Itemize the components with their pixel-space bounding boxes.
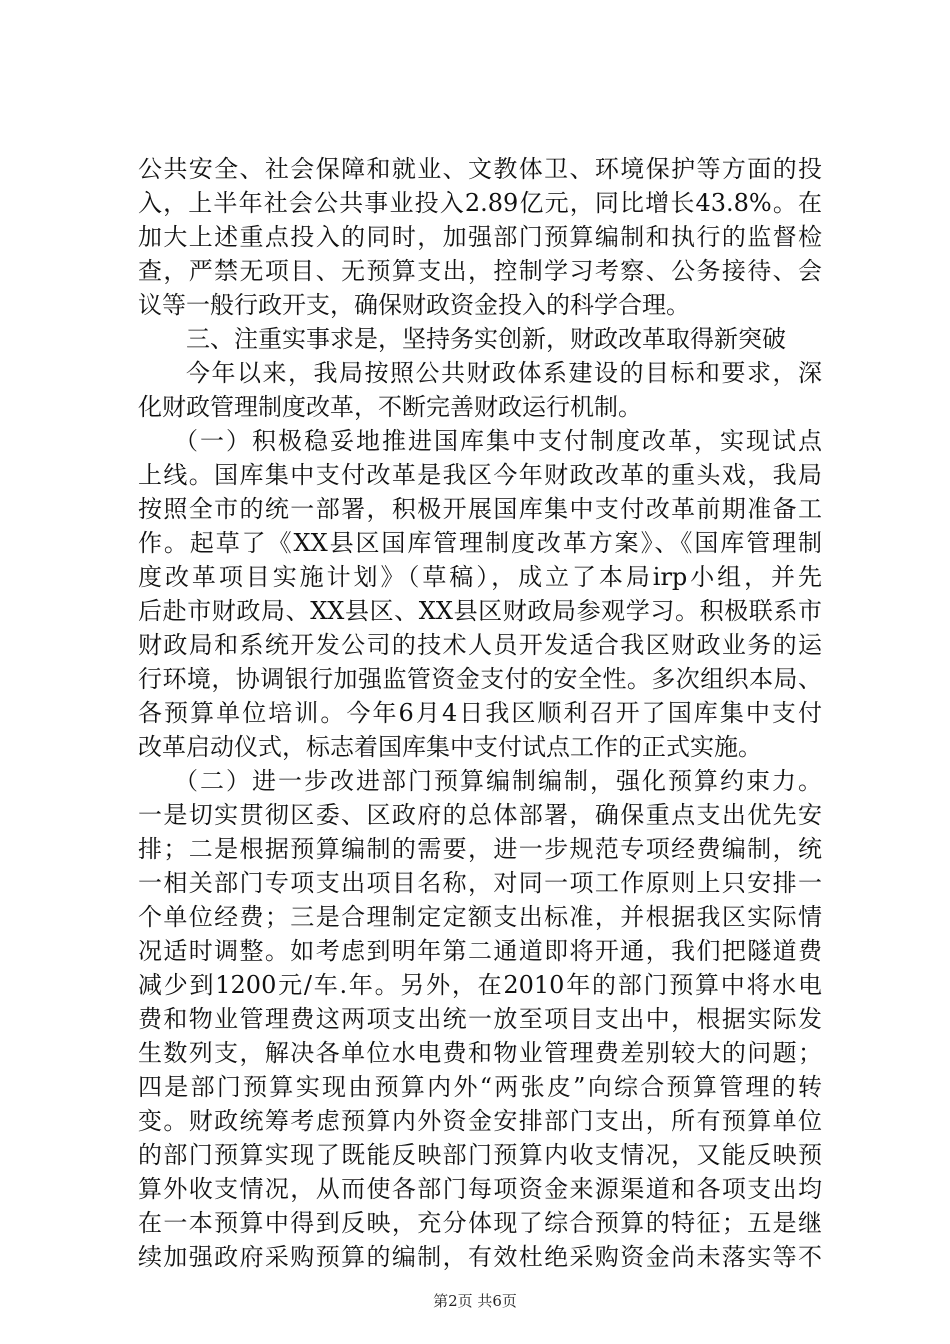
text-line: 一是切实贯彻区委、区政府的总体部署，确保重点支出优先安: [138, 801, 822, 829]
text-line: 改革启动仪式，标志着国库集中支付试点工作的正式实施。: [138, 733, 762, 761]
text-line: 四是部门预算实现由预算内外“两张皮”向综合预算管理的转: [138, 1073, 822, 1101]
text-line: 排；二是根据预算编制的需要，进一步规范专项经费编制，统: [138, 835, 822, 863]
page-footer: 第2页 共6页: [433, 1292, 517, 1310]
text-line: 费和物业管理费这两项支出统一放至项目支出中，根据实际发: [138, 1005, 822, 1033]
text-line: 三、注重实事求是，坚持务实创新，财政改革取得新突破: [186, 325, 786, 353]
text-line: 在一本预算中得到反映，充分体现了综合预算的特征；五是继: [138, 1209, 822, 1237]
text-line: 减少到1200元/车.年。另外，在2010年的部门预算中将水电: [138, 971, 822, 999]
text-line: 加大上述重点投入的同时，加强部门预算编制和执行的监督检: [138, 223, 822, 251]
text-line: 后赴市财政局、XX县区、XX县区财政局参观学习。积极联系市: [138, 597, 822, 625]
text-line: （二）进一步改进部门预算编制编制，强化预算约束力。: [174, 767, 822, 795]
text-line: 今年以来，我局按照公共财政体系建设的目标和要求，深: [186, 359, 822, 387]
text-line: 度改革项目实施计划》（草稿），成立了本局irp小组，并先: [138, 563, 822, 591]
text-line: 个单位经费；三是合理制定定额支出标准，并根据我区实际情: [138, 903, 822, 931]
text-line: （一）积极稳妥地推进国库集中支付制度改革，实现试点: [174, 427, 822, 455]
text-line: 的部门预算实现了既能反映部门预算内收支情况，又能反映预: [138, 1141, 822, 1169]
text-line: 议等一般行政开支，确保财政资金投入的科学合理。: [138, 291, 690, 319]
text-line: 入，上半年社会公共事业投入2.89亿元，同比增长43.8%。在: [138, 189, 822, 217]
text-line: 变。财政统筹考虑预算内外资金安排部门支出，所有预算单位: [138, 1107, 822, 1135]
text-line: 化财政管理制度改革，不断完善财政运行机制。: [138, 393, 642, 421]
text-line: 续加强政府采购预算的编制，有效杜绝采购资金尚未落实等不: [138, 1243, 822, 1271]
text-line: 生数列支，解决各单位水电费和物业管理费差别较大的问题；: [138, 1039, 822, 1067]
text-line: 算外收支情况，从而使各部门每项资金来源渠道和各项支出均: [138, 1175, 822, 1203]
text-line: 公共安全、社会保障和就业、文教体卫、环境保护等方面的投: [138, 155, 822, 183]
text-line: 上线。国库集中支付改革是我区今年财政改革的重头戏，我局: [138, 461, 822, 489]
text-line: 一相关部门专项支出项目名称，对同一项工作原则上只安排一: [138, 869, 822, 897]
body-text: [138, 152, 822, 1274]
text-line: 况适时调整。如考虑到明年第二通道即将开通，我们把隧道费: [138, 937, 822, 965]
text-line: 作。起草了《XX县区国库管理制度改革方案》、《国库管理制: [138, 529, 822, 557]
text-line: 财政局和系统开发公司的技术人员开发适合我区财政业务的运: [138, 631, 822, 659]
text-line: 按照全市的统一部署，积极开展国库集中支付改革前期准备工: [138, 495, 822, 523]
text-line: 各预算单位培训。今年6月4日我区顺利召开了国库集中支付: [138, 699, 822, 727]
text-line: 行环境，协调银行加强监管资金支付的安全性。多次组织本局、: [138, 665, 822, 693]
text-line: 查，严禁无项目、无预算支出，控制学习考察、公务接待、会: [138, 257, 822, 285]
